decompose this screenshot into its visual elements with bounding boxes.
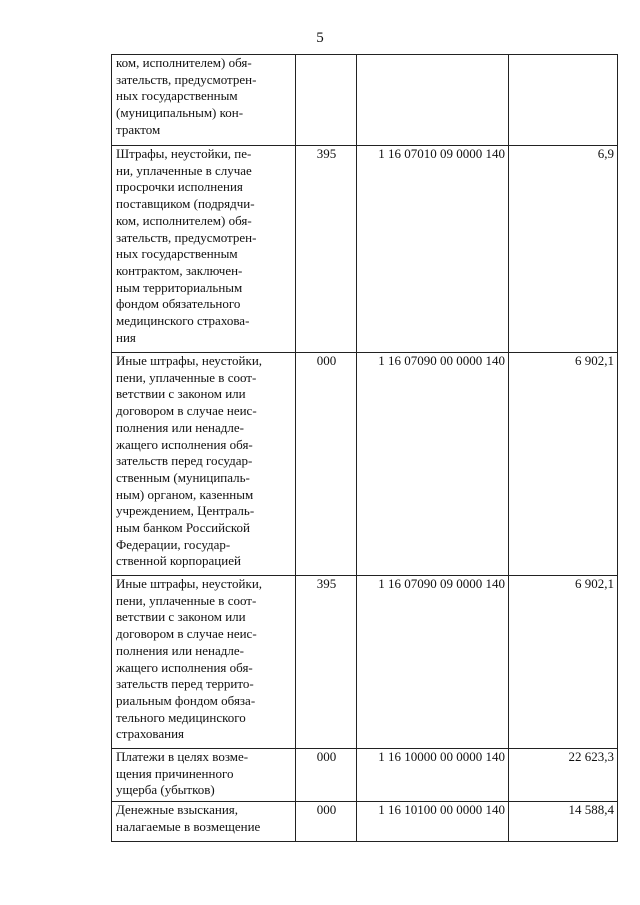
row-admin-code-cell [296,55,357,146]
row-admin-code-cell: 000 [296,353,357,576]
row-amount-cell: 22 623,3 [509,749,618,802]
row-amount-cell: 6 902,1 [509,576,618,749]
row-classification-code-cell: 1 16 07010 09 0000 140 [357,146,509,353]
row-admin-code-cell: 395 [296,576,357,749]
row-name-cell: Иные штрафы, неустойки, пени, уплаченные в соот- ветствии с законом или договором в случае неис- полнения или ненадле- жащего исполнения обя- зательств перед государ- ственным (муниципаль- ным) органом, казенным учреждением, Централь- ным банком Российской Федерации, государ- ственной корпорацией [112,353,296,576]
table-row [112,749,618,802]
row-amount-cell [509,55,618,146]
table-row [112,55,618,146]
row-amount-cell: 6,9 [509,146,618,353]
row-classification-code-cell [357,55,509,146]
row-admin-code-cell: 000 [296,802,357,842]
row-admin-code-cell: 000 [296,749,357,802]
row-classification-code-cell: 1 16 10100 00 0000 140 [357,802,509,842]
row-name-cell: Денежные взыскания, налагаемые в возмещение [112,802,296,842]
table-row [112,146,618,353]
row-amount-cell: 6 902,1 [509,353,618,576]
row-name-cell: Иные штрафы, неустойки, пени, уплаченные в соот- ветствии с законом или договором в случае неис- полнения или ненадле- жащего исполнения обя- зательств перед террито- риальным фондом обяза- тельного медицинского страхования [112,576,296,749]
row-amount-cell: 14 588,4 [509,802,618,842]
table-row [112,353,618,576]
budget-revenue-table [111,54,618,842]
row-classification-code-cell: 1 16 10000 00 0000 140 [357,749,509,802]
row-name-cell: ком, исполнителем) обя- зательств, предусмотрен- ных государственным (муниципальным) кон- трактом [112,55,296,146]
table-row [112,802,618,842]
row-classification-code-cell: 1 16 07090 00 0000 140 [357,353,509,576]
row-classification-code-cell: 1 16 07090 09 0000 140 [357,576,509,749]
page-number: 5 [316,30,324,46]
row-admin-code-cell: 395 [296,146,357,353]
table-row [112,576,618,749]
row-name-cell: Штрафы, неустойки, пе- ни, уплаченные в случае просрочки исполнения поставщиком (подрядчи- ком, исполнителем) обя- зательств, предусмотрен- ных государственным контрактом, заключен- ным территориальным фондом обязательного медицинского страхова- ния [112,146,296,353]
row-name-cell: Платежи в целях возме- щения причиненного ущерба (убытков) [112,749,296,802]
